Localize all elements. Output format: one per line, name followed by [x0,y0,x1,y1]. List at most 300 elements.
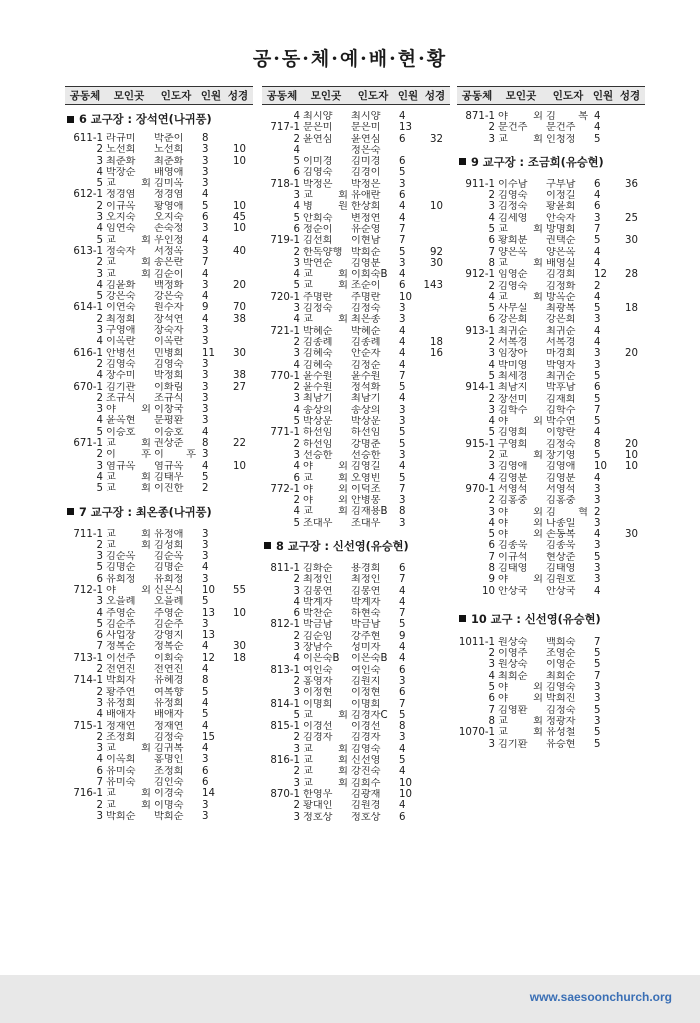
attendance: 3 [202,392,209,404]
bible-count [419,111,443,122]
attendance: 5 [594,648,601,660]
attendance: 3 [399,416,406,428]
group-code: 4 [293,269,300,281]
leader: 김영길 [351,461,381,473]
meeting-place: 교 회 [106,539,151,551]
attendance: 4 [202,313,209,325]
table-row [457,540,645,551]
table-row [262,755,450,766]
header-meeting-place: 모인곳 [113,90,145,102]
group-code: 3 [488,133,495,145]
attendance: 7 [399,574,406,586]
bible-count [222,269,246,280]
bible-count [614,484,638,495]
meeting-place [303,145,351,156]
group-code: 4 [96,223,103,235]
attendance: 7 [399,235,406,247]
attendance: 5 [202,200,209,212]
group-code: 2 [96,392,103,404]
leader: 유혜경 [154,675,184,687]
leader: 김영분 [351,257,381,269]
bible-count: 10 [233,200,246,212]
group-code: 2 [488,450,495,462]
group-code: 2 [293,675,300,687]
meeting-place: 교 회 [106,743,151,755]
attendance: 6 [399,190,406,202]
table-row [457,134,645,145]
meeting-place: 교 회 [498,133,543,145]
leader: 권상준 [154,438,184,450]
attendance: 5 [202,709,209,721]
leader: 유정희 [154,697,184,709]
leader: 김영숙 [154,358,184,370]
table-row [262,665,450,676]
group-code: 4 [488,212,495,224]
meeting-place: 이선주 [106,652,136,664]
bible-count [419,122,443,133]
table-row [65,336,253,347]
column-header [262,86,450,105]
group-code: 2 [293,246,300,258]
table-row [65,788,253,799]
attendance: 6 [202,765,209,777]
group-code: 721-1 [270,325,300,337]
table-row [65,721,253,732]
bible-count [614,337,638,348]
group-code: 3 [488,659,495,671]
group-code: 970-1 [465,483,495,495]
attendance: 7 [399,223,406,235]
group-code: 714-1 [73,675,103,687]
meeting-place: 교 회 [106,528,151,540]
bible-count [419,393,443,404]
group-code: 2 [293,800,300,812]
group-code: 2 [293,133,300,145]
table-row [65,754,253,765]
leader: 강진숙 [351,766,381,778]
attendance: 4 [202,720,209,732]
group-code: 2 [293,438,300,450]
group-code: 713-1 [73,652,103,664]
group-code: 718-1 [270,178,300,190]
attendance: 3 [594,574,601,586]
group-code: 7 [96,777,103,789]
table-row [457,427,645,438]
table-row [262,710,450,721]
meeting-place: 조대우 [303,517,333,529]
meeting-place: 윤옥현 [106,415,136,427]
table-row [65,144,253,155]
leader: 송은란 [154,257,184,269]
meeting-place: 원상숙 [498,659,528,671]
bible-count [419,665,443,676]
leader: 이화림 [154,381,184,393]
meeting-place: 구영희 [498,438,528,450]
bible-count: 38 [233,370,246,382]
bible-count [222,483,246,494]
bible-count: 28 [625,269,638,281]
bible-count [222,721,246,732]
meeting-place: 김기관 [106,381,136,393]
table-row [457,659,645,670]
attendance: 5 [399,472,406,484]
table-row [457,303,645,314]
bible-count: 30 [430,257,443,269]
attendance: 12 [594,269,607,281]
bible-count [614,360,638,371]
leader: 주명란 [351,291,381,303]
bible-count [419,710,443,721]
group-code: 2 [96,664,103,676]
leader: 용경희 [351,562,381,574]
group-code: 4 [96,370,103,382]
leader: 김정숙 [546,704,576,716]
leader: 하선임 [351,427,381,439]
group-code: 2 [96,200,103,212]
leader: 김영분 [546,472,576,484]
leader: 최광복 [546,303,576,315]
leader: 배영실 [546,257,576,269]
bible-count [614,540,638,551]
leader: 김종욱 [546,540,576,552]
meeting-place: 김정숙 [498,201,528,213]
attendance: 7 [399,608,406,620]
leader: 강주현 [351,630,381,642]
group-code: 4 [293,144,300,156]
group-code: 815-1 [270,721,300,733]
attendance: 4 [399,743,406,755]
table-row [262,461,450,472]
meeting-place: 한독양행 [303,246,343,258]
group-code: 10 [482,585,495,597]
leader: 이현남 [351,235,381,247]
attendance: 7 [594,670,601,682]
group-code: 5 [96,178,103,190]
table-row [65,529,253,540]
bible-count [222,404,246,415]
leader: 정은숙 [351,144,381,156]
table-row [457,637,645,648]
attendance: 3 [202,381,209,393]
attendance: 4 [399,111,406,122]
leader: 김명순 [154,562,184,574]
table-row [457,705,645,716]
group-code: 6 [293,608,300,620]
meeting-place: 문건주 [498,122,528,134]
bible-count [419,235,443,246]
header-bible-count: 성경 [227,90,249,102]
meeting-place: 교 회 [303,766,348,778]
district-heading: 8 교구장 : 신선영(유승현) [262,538,450,554]
leader: 김영애 [546,461,576,473]
attendance: 8 [202,133,209,144]
footer-url[interactable]: www.saesoonchurch.org [529,990,672,1004]
table-row [65,382,253,393]
meeting-place: 김혜숙 [303,348,333,360]
meeting-place: 이은숙B [303,653,340,665]
leader: 오지숙 [154,212,184,224]
attendance: 3 [594,348,601,360]
group-code: 3 [488,738,495,750]
attendance: 3 [202,370,209,382]
group-code: 5 [293,212,300,224]
attendance: 3 [202,404,209,416]
bible-count [614,739,638,750]
leader: 최남기 [351,393,381,405]
group-code: 616-1 [73,347,103,359]
leader: 이창국 [154,404,184,416]
table-row [262,213,450,224]
table-row [457,552,645,563]
attendance: 4 [399,653,406,665]
attendance: 4 [202,189,209,201]
bible-count [419,699,443,710]
group-code: 3 [293,449,300,461]
table-row [65,777,253,788]
table-row [457,416,645,427]
meeting-place: 서영석 [498,483,528,495]
leader: 이명숙 [154,799,184,811]
meeting-place: 이미경 [303,156,333,168]
leader: 서정옥 [154,245,184,257]
leader: 김태우 [154,471,184,483]
table-row [262,292,450,303]
bible-count: 27 [233,381,246,393]
meeting-place: 교 회 [498,727,543,739]
group-code: 5 [293,156,300,168]
meeting-place: 유정희 [106,697,136,709]
table-row [65,562,253,573]
group-code: 5 [488,303,495,315]
meeting-place: 조정희 [106,731,136,743]
table-row [65,619,253,630]
group-code: 4 [96,471,103,483]
group-code: 770-1 [270,370,300,382]
leader: 김영숙 [546,682,576,694]
leader: 신선영 [351,755,381,767]
table-row [65,574,253,585]
table-row [65,235,253,246]
leader: 김정숙 [351,303,381,315]
leader: 김종례 [351,336,381,348]
table-row [65,766,253,777]
group-code: 5 [488,427,495,439]
table-row [65,212,253,223]
meeting-place: 송상의 [303,404,333,416]
attendance: 4 [202,697,209,709]
table-row [262,506,450,517]
group-code: 2 [293,336,300,348]
bible-count [419,190,443,201]
meeting-place: 교 회 [106,268,151,280]
group-code: 2 [96,686,103,698]
district-heading: 10 교구 : 신선영(유승현) [457,611,645,627]
table-row [65,449,253,460]
table-row [262,201,450,212]
square-bullet-icon [264,542,271,549]
leader: 김성희 [154,539,184,551]
attendance: 3 [399,178,406,190]
table-row [457,461,645,472]
table-column-3 [457,86,645,750]
attendance: 6 [594,178,601,190]
attendance: 4 [594,122,601,134]
bible-count [222,133,246,144]
table-row [457,190,645,201]
meeting-place: 조규식 [106,392,136,404]
table-row [262,247,450,258]
attendance: 3 [399,303,406,315]
attendance: 4 [399,461,406,473]
leader: 방명희 [546,224,576,236]
meeting-place: 박연순 [303,257,333,269]
meeting-place: 교 회 [303,269,348,281]
group-code: 6 [488,235,495,247]
attendance: 3 [594,693,601,705]
leader: 장숙자 [154,325,184,337]
leader: 김순이 [154,268,184,280]
meeting-place: 유미숙 [106,777,136,789]
meeting-place: 최남기 [303,393,333,405]
leader: 최귀순 [546,325,576,337]
leader: 주영순 [154,607,184,619]
table-row [457,360,645,371]
table-row [262,393,450,404]
meeting-place: 박희순 [106,810,136,822]
leader: 선승한 [351,449,381,461]
table-row [65,167,253,178]
attendance: 3 [399,404,406,416]
group-code: 7 [488,704,495,716]
table-row [457,648,645,659]
attendance: 4 [202,664,209,676]
bible-count [222,415,246,426]
group-code: 611-1 [73,133,103,144]
bible-count [419,766,443,777]
table-row [457,450,645,461]
bible-count: 18 [233,652,246,664]
group-code: 2 [96,731,103,743]
attendance: 5 [399,755,406,767]
attendance: 3 [594,495,601,507]
attendance: 8 [202,438,209,450]
group-code: 3 [96,810,103,822]
attendance: 13 [202,630,215,642]
attendance: 3 [594,682,601,694]
meeting-place: 김영환 [498,704,528,716]
meeting-place: 박정은 [303,178,333,190]
attendance: 3 [202,223,209,235]
group-code: 811-1 [270,562,300,574]
leader: 박희순 [154,810,184,822]
group-code: 871-1 [465,111,495,122]
table-row [262,156,450,167]
meeting-place: 야 외 [498,574,543,586]
table-row [262,619,450,630]
table-row [262,653,450,664]
table-row [65,133,253,144]
meeting-place: 최정인 [303,574,333,586]
group-code: 4 [96,279,103,291]
table-row [262,269,450,280]
meeting-place: 최정희 [106,313,136,325]
attendance: 3 [594,359,601,371]
table-row [262,167,450,178]
table-row [457,292,645,303]
attendance: 3 [399,732,406,744]
table-row [457,281,645,292]
attendance: 3 [399,314,406,326]
table-row [262,439,450,450]
group-code: 2 [96,449,103,461]
attendance: 8 [399,721,406,733]
table-row [262,371,450,382]
table-row [262,812,450,823]
bible-count: 22 [233,438,246,450]
attendance: 5 [594,727,601,739]
leader: 이희숙B [351,269,388,281]
leader: 장석연 [154,313,184,325]
group-code: 4 [488,416,495,428]
group-code: 712-1 [73,584,103,596]
table-row [457,405,645,416]
meeting-place: 사무실 [498,303,528,315]
meeting-place: 야 외 [303,495,348,507]
meeting-place: 안희숙 [303,212,333,224]
meeting-place: 박장순 [106,166,136,178]
meeting-place: 하선임 [303,427,333,439]
group-code: 4 [293,404,300,416]
bible-count [614,281,638,292]
leader: 이진한 [154,483,184,495]
group-code: 2 [96,144,103,156]
bible-count: 10 [430,201,443,213]
bible-count [222,472,246,483]
bible-count [419,642,443,653]
group-code: 612-1 [73,189,103,201]
attendance: 4 [202,291,209,303]
table-row [457,484,645,495]
table-row [457,371,645,382]
group-code: 4 [488,670,495,682]
bible-count: 20 [625,438,638,450]
square-bullet-icon [459,615,466,622]
table-row [262,484,450,495]
table-row [457,507,645,518]
attendance: 5 [399,167,406,179]
meeting-place: 임장아 [498,348,528,360]
table-row [262,608,450,619]
header-attendance: 인원 [200,90,222,102]
attendance: 10 [202,584,215,596]
leader: 오영빈 [351,472,381,484]
leader: 김경희 [546,269,576,281]
leader: 김순주 [154,618,184,630]
group-code: 2 [488,495,495,507]
table-row [262,631,450,642]
group-code: 4 [293,201,300,213]
header-meeting-place: 모인곳 [505,90,537,102]
table-row [262,280,450,291]
group-code: 6 [488,540,495,552]
attendance: 4 [594,111,601,122]
table-row [457,682,645,693]
meeting-place: 김혜숙 [303,359,333,371]
leader: 김봉연 [351,585,381,597]
table-row [262,687,450,698]
table-row [262,450,450,461]
leader: 박희진 [546,693,576,705]
